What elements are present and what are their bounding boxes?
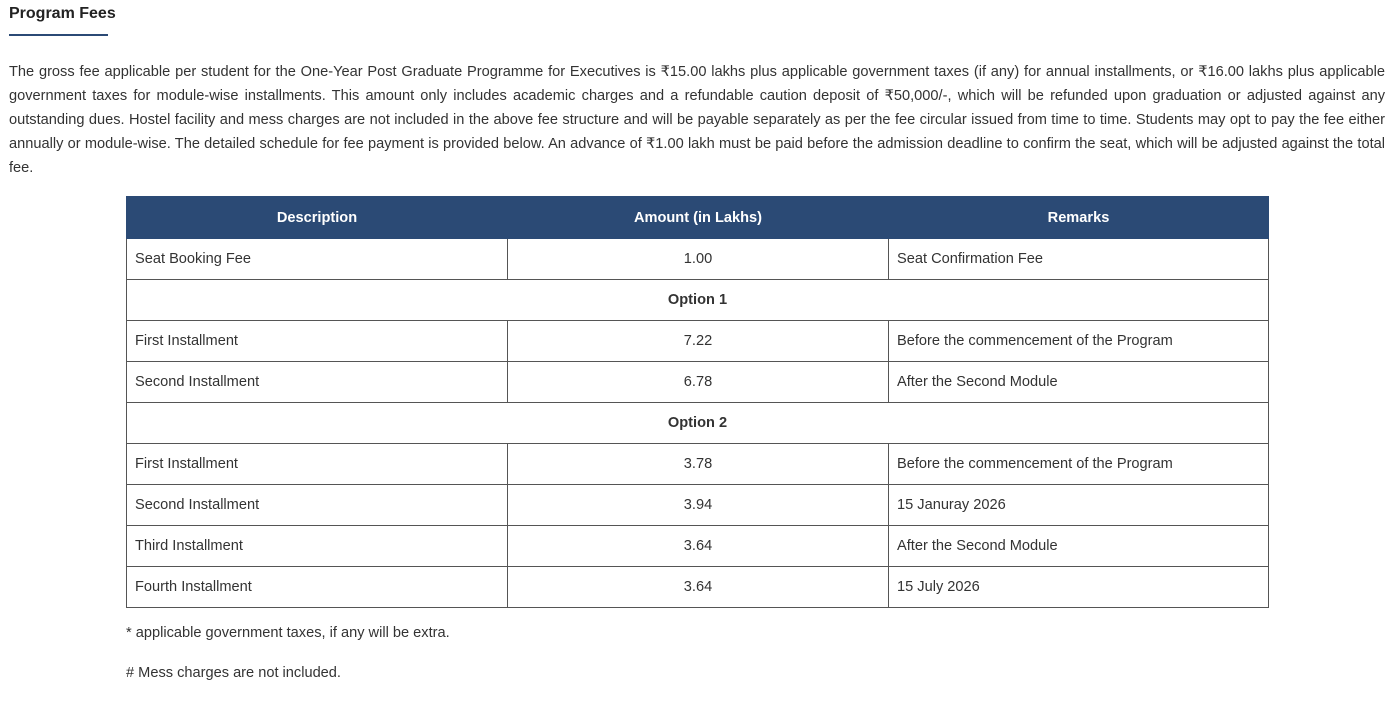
cell-remarks: 15 July 2026 xyxy=(889,567,1269,608)
cell-remarks: Before the commencement of the Program xyxy=(889,444,1269,485)
cell-remarks: Seat Confirmation Fee xyxy=(889,239,1269,280)
cell-description: Second Installment xyxy=(127,362,508,403)
header-description: Description xyxy=(127,197,508,239)
option-2-row xyxy=(127,403,1269,444)
cell-remarks: After the Second Module xyxy=(889,362,1269,403)
header-amount: Amount (in Lakhs) xyxy=(508,197,889,239)
option-1-label: Option 1 xyxy=(127,280,1269,321)
header-remarks: Remarks xyxy=(889,197,1269,239)
cell-amount: 3.78 xyxy=(508,444,889,485)
cell-description: First Installment xyxy=(127,444,508,485)
taxes-note: * applicable government taxes, if any will be extra. xyxy=(126,625,450,641)
option-2-label: Option 2 xyxy=(127,403,1269,444)
table-header-row xyxy=(127,197,1269,239)
cell-amount: 7.22 xyxy=(508,321,889,362)
cell-amount: 6.78 xyxy=(508,362,889,403)
cell-description: Second Installment xyxy=(127,485,508,526)
table-row xyxy=(127,567,1269,608)
cell-description: Third Installment xyxy=(127,526,508,567)
cell-amount: 3.64 xyxy=(508,526,889,567)
table-row xyxy=(127,362,1269,403)
table-row xyxy=(127,526,1269,567)
cell-remarks: After the Second Module xyxy=(889,526,1269,567)
option-1-row xyxy=(127,280,1269,321)
cell-remarks: Before the commencement of the Program xyxy=(889,321,1269,362)
table-row xyxy=(127,321,1269,362)
fee-schedule-table xyxy=(126,196,1269,608)
page-title: Program Fees xyxy=(9,5,116,22)
table-row xyxy=(127,485,1269,526)
cell-amount: 1.00 xyxy=(508,239,889,280)
cell-remarks: 15 Januray 2026 xyxy=(889,485,1269,526)
cell-description: Fourth Installment xyxy=(127,567,508,608)
cell-amount: 3.64 xyxy=(508,567,889,608)
cell-description: Seat Booking Fee xyxy=(127,239,508,280)
cell-amount: 3.94 xyxy=(508,485,889,526)
fee-description-paragraph: The gross fee applicable per student for the One-Year Post Graduate Programme for Executives is ₹15.00 lakhs plus applicable government taxes (if any) for annual installments, or ₹16.00 lakhs plus applicable government taxes for module-wise installments. This amount only includes academic charges and a refundable caution deposit of ₹50,000/-, which will be refunded upon graduation or adjusted against any outstanding dues. Hostel facility and mess charges are not included in the above fee structure and will be payable separately as per the fee circular issued from time to time. Students may opt to pay the fee either annually or module-wise. The detailed schedule for fee payment is provided below. An advance of ₹1.00 lakh must be paid before the admission deadline to confirm the seat, which will be adjusted against the total fee. xyxy=(9,64,1385,176)
mess-note: # Mess charges are not included. xyxy=(126,665,341,681)
cell-description: First Installment xyxy=(127,321,508,362)
title-underline xyxy=(9,34,108,36)
table-row xyxy=(127,444,1269,485)
table-row-seat-booking xyxy=(127,239,1269,280)
